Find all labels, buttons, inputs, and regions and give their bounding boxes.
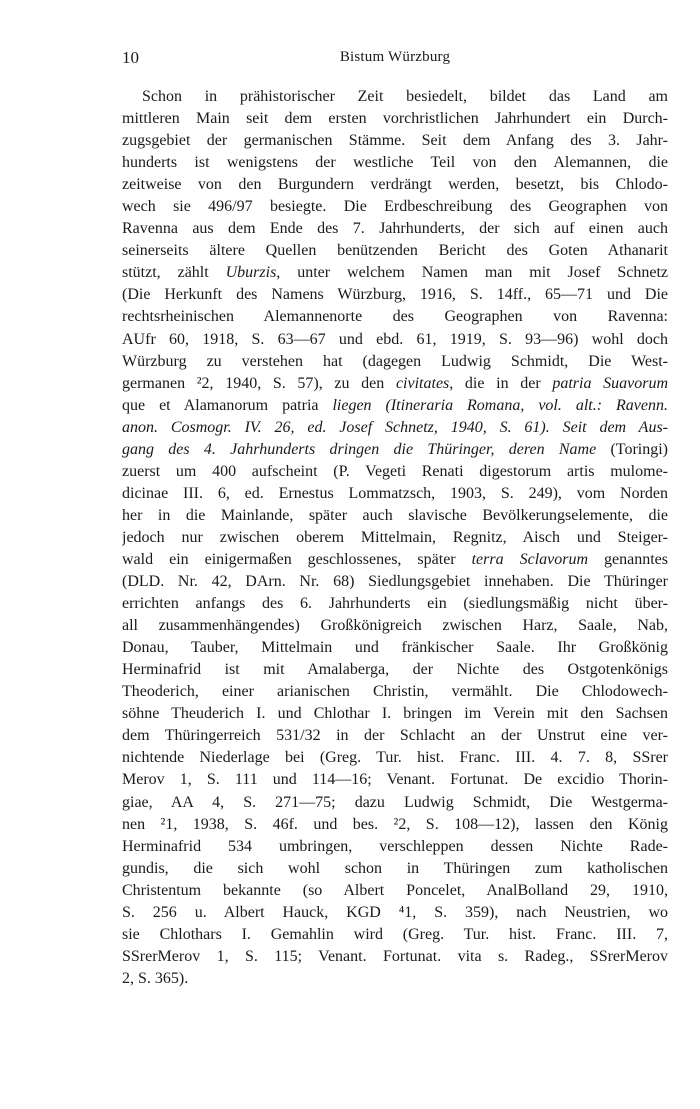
text-line: nichtende Niederlage bei (Greg. Tur. hist. Franc. III. 4. 7. 8, SSrer: [122, 749, 668, 767]
text-line: jedoch nur zwischen oberem Mittelmain, Regnitz, Aisch und Steiger-: [122, 528, 668, 546]
text-line: Herminafrid ist mit Amalaberga, der Nichte des Ostgotenkönigs: [122, 661, 668, 679]
text-line: zeitweise von den Burgundern verdrängt werden, besetzt, bis Chlodo-: [122, 176, 668, 194]
page-number: 10: [122, 48, 139, 67]
text-line: zugsgebiet der germanischen Stämme. Seit dem Anfang des 3. Jahr-: [122, 132, 668, 150]
text-line: wech sie 496/97 besiegte. Die Erdbeschreibung des Geographen von: [122, 198, 668, 216]
text-line: hunderts ist wenigstens der westliche Teil von den Alemannen, die: [122, 154, 668, 172]
text-line: AUfr 60, 1918, S. 63—67 und ebd. 61, 1919, S. 93—96) wohl doch: [122, 330, 668, 348]
text-line: S. 256 u. Albert Hauck, KGD ⁴1, S. 359), nach Neustrien, wo: [122, 903, 668, 921]
text-line: SSrerMerov 1, S. 115; Venant. Fortunat. vita s. Radeg., SSrerMerov: [122, 947, 668, 965]
text-line: Ravenna aus dem Ende des 7. Jahrhunderts, der sich auf einen auch: [122, 220, 668, 238]
text-line: mittleren Main seit dem ersten vorchristlichen Jahrhundert ein Durch-: [122, 110, 668, 128]
text-line: nen ²1, 1938, S. 46f. und bes. ²2, S. 108—12), lassen den König: [122, 815, 668, 833]
text-line: que et Alamanorum patria liegen (Itineraria Romana, vol. alt.: Ravenn.: [122, 396, 668, 414]
text-line: Theoderich, einer arianischen Christin, vermählt. Die Chlodowech-: [122, 683, 668, 701]
text-line: Herminafrid 534 umbringen, verschleppen dessen Nichte Rade-: [122, 837, 668, 855]
text-line: Würzburg zu verstehen hat (dagegen Ludwig Schmidt, Die West-: [122, 352, 668, 370]
body-paragraph: [122, 86, 668, 990]
text-line: Christentum bekannte (so Albert Poncelet, AnalBolland 29, 1910,: [122, 881, 668, 899]
text-line: söhne Theuderich I. und Chlothar I. bringen im Verein mit den Sachsen: [122, 705, 668, 723]
text-line: dicinae III. 6, ed. Ernestus Lommatzsch, 1903, S. 249), vom Norden: [122, 484, 668, 502]
text-line: wald ein einigermaßen geschlossenes, später terra Sclavorum genanntes: [122, 550, 668, 568]
text-line: (Die Herkunft des Namens Würzburg, 1916, S. 14ff., 65—71 und Die: [122, 286, 668, 304]
text-line: errichten anfangs des 6. Jahrhunderts ein (siedlungsmäßig nicht über-: [122, 595, 668, 613]
text-line: her in die Mainlande, später auch slavische Bevölkerungselemente, die: [122, 506, 668, 524]
text-line: Schon in prähistorischer Zeit besiedelt, bildet das Land am: [142, 88, 668, 105]
text-line: (DLD. Nr. 42, DArn. Nr. 68) Siedlungsgebiet innehaben. Die Thüringer: [122, 573, 668, 591]
text-line: seinerseits ältere Quellen benützenden Bericht des Goten Athanarit: [122, 242, 668, 260]
text-line: all zusammenhängendes) Großkönigreich zwischen Harz, Saale, Nab,: [122, 617, 668, 635]
running-title: Bistum Würzburg: [339, 49, 451, 65]
text-line: giae, AA 4, S. 271—75; dazu Ludwig Schmidt, Die Westgerma-: [122, 793, 668, 811]
text-line: dem Thüringerreich 531/32 in der Schlacht an der Unstrut eine ver-: [122, 727, 668, 745]
text-line: 2, S. 365).: [122, 969, 189, 987]
text-line: Donau, Tauber, Mittelmain und fränkischer Saale. Ihr Großkönig: [122, 639, 668, 657]
text-line: gang des 4. Jahrhunderts dringen die Thüringer, deren Name (Toringi): [122, 440, 668, 458]
page-header: [122, 48, 668, 70]
text-line: Merov 1, S. 111 und 114—16; Venant. Fortunat. De excidio Thorin-: [122, 771, 668, 789]
text-line: stützt, zählt Uburzis, unter welchem Namen man mit Josef Schnetz: [122, 264, 668, 282]
text-line: rechtsrheinischen Alemannenorte des Geographen von Ravenna:: [122, 308, 668, 326]
text-line: zuerst um 400 aufscheint (P. Vegeti Renati digestorum artis mulome-: [122, 462, 668, 480]
text-line: gundis, die sich wohl schon in Thüringen zum katholischen: [122, 859, 668, 877]
text-line: sie Chlothars I. Gemahlin wird (Greg. Tur. hist. Franc. III. 7,: [122, 925, 668, 943]
text-line: germanen ²2, 1940, S. 57), zu den civitates, die in der patria Suavorum: [122, 374, 668, 392]
text-line: anon. Cosmogr. IV. 26, ed. Josef Schnetz, 1940, S. 61). Seit dem Aus-: [122, 418, 668, 436]
